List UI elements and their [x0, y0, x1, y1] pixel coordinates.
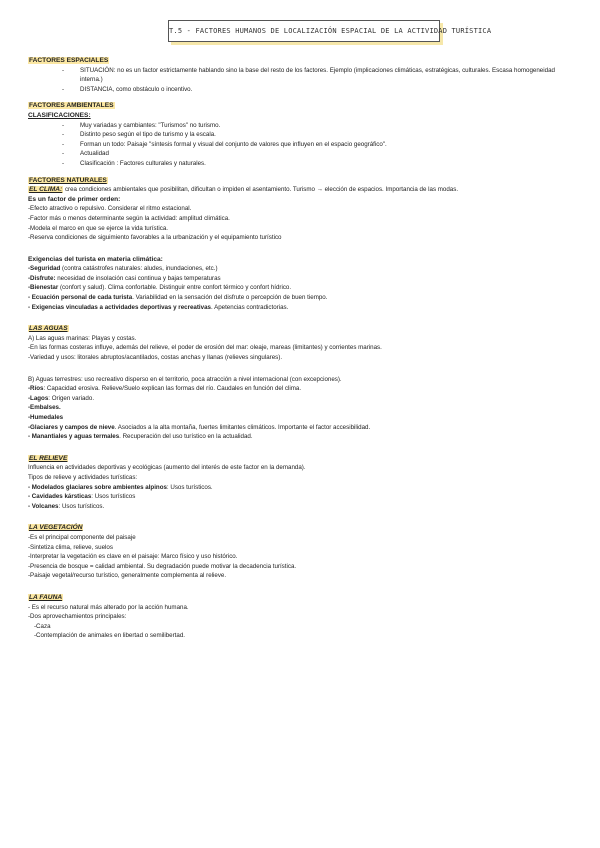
relieve-tipo: - Modelados glaciares sobre ambientes alpinos: Usos turísticos. [28, 483, 213, 491]
text-line: -Presencia de bosque = calidad ambiental. Su degradación puede motivar la decadencia turística. [28, 562, 297, 570]
clima-paragraph: EL CLIMA: crea condiciones ambientales que posibilitan, dificultan o impiden el asentamiento. Turismo → elección de espacios. Importancia de las modas. [29, 186, 459, 194]
text-line: -Dos aprovechamientos principales: [28, 613, 127, 621]
list-item: - Distinto peso según el tipo de turismo y la escala. [62, 130, 576, 140]
clasificaciones-heading: CLASIFICACIONES: [28, 111, 91, 119]
text-line: -Reserva condiciones de siguimiento favorables a la urbanización y el equipamiento turístico [28, 234, 282, 242]
text-line: Influencia en actividades deportivas y ecológicas (aumento del interés de este factor en la demanda). [28, 464, 306, 472]
exigencia-item: - Ecuación personal de cada turista. Variabilidad en la sensación del disfrute o percepción de buen tiempo. [28, 294, 328, 302]
aguas-b-item: -Glaciares y campos de nieve. Asociados a la alta montaña, fuertes limitantes climáticos. Importante el factor accesibilidad. [28, 423, 371, 431]
relieve-tipo: - Volcanes: Usos turísticos. [28, 502, 105, 510]
exigencia-item: -Disfrute: necesidad de insolación casi continua y bajas temperaturas [28, 274, 221, 282]
document-body [28, 56, 576, 641]
text-line: Tipos de relieve y actividades turísticas: [28, 473, 138, 481]
section-naturales-heading: FACTORES NATURALES [29, 176, 107, 184]
text-line: -Variedad y usos: litorales abruptos/acantilados, costas anchas y llanas (relieves singulares). [28, 354, 283, 362]
aguas-b-item: -Ríos: Capacidad erosiva. Relieve/Suelo explican las formas del río. Caudales en función del clima. [28, 385, 302, 393]
vegetacion-heading: LA VEGETACIÓN [29, 524, 83, 532]
exigencias-heading: Exigencias del turista en materia climática: [28, 255, 163, 263]
aguas-b-title: B) Aguas terrestres: uso recreativo disperso en el territorio, poca atracción a nivel internacional (con excepciones). [28, 375, 342, 383]
title-box [168, 20, 492, 42]
fauna-heading: LA FAUNA [29, 593, 63, 601]
text-line: -Sintetiza clima, relieve, suelos [28, 543, 113, 551]
fauna-sub-item: -Caza [34, 622, 51, 630]
list-item: - Muy variadas y cambiantes: "Turismos" no turismo. [62, 121, 576, 131]
list-item: - DISTANCIA, como obstáculo o incentivo. [62, 85, 576, 95]
text-line: - Es el recurso natural más alterado por la acción humana. [28, 603, 189, 611]
text-line: -Paisaje vegetal/recurso turístico, generalmente complementa al relieve. [28, 572, 227, 580]
aguas-b-item: -Embalses. [28, 404, 61, 412]
text-line: -Es el principal componente del paisaje [28, 533, 136, 541]
aguas-heading: LAS AGUAS [29, 325, 68, 333]
section-espaciales-heading: FACTORES ESPACIALES [29, 57, 109, 64]
aguas-b-item: -Lagos: Origen variado. [28, 394, 95, 402]
ambientales-list [28, 121, 576, 169]
text-line: -Interpretar la vegetación es clave en el paisaje: Marco físico y uso histórico. [28, 553, 238, 561]
relieve-tipo: - Cavidades kársticas: Usos turísticos [28, 493, 136, 501]
list-item: - Actualidad [62, 149, 576, 159]
aguas-a-title: A) Las aguas marinas: Playas y costas. [28, 334, 137, 342]
espaciales-list [28, 66, 576, 95]
list-item: - Clasificación : Factores culturales y naturales. [62, 159, 576, 169]
exigencia-item: - Exigencias vinculadas a actividades deportivas y recreativas. Apetencias contradictorias. [28, 303, 289, 311]
aguas-b-item: -Humedales [28, 414, 64, 421]
text-line: -Modela el marco en que se ejerce la vida turística. [28, 224, 168, 232]
list-item: - Forman un todo: Paisaje "síntesis formal y visual del conjunto de valores que influyen en el espacio geográfico". [62, 140, 576, 150]
text-line: -Efecto atractivo o repulsivo. Considerar el ritmo estacional. [28, 205, 192, 213]
fauna-sub-item: -Contemplación de animales en libertad o semilibertad. [34, 632, 185, 640]
exigencia-item: -Bienestar (confort y salud). Clima confortable. Distinguir entre confort térmico y confort hídrico. [28, 284, 292, 292]
section-ambientales-heading: FACTORES AMBIENTALES [29, 102, 114, 110]
primer-orden-heading: Es un factor de primer orden: [28, 195, 121, 203]
list-item: - SITUACIÓN: no es un factor estrictamente hablando sino la base del resto de los factores. Ejemplo (implicaciones climáticas, estratégicas, culturales. Escasa homogeneidad interna.) [62, 66, 576, 85]
clima-label: EL CLIMA: [29, 186, 63, 194]
relieve-heading: EL RELIEVE [29, 454, 68, 462]
exigencia-item: -Seguridad (contra catástrofes naturales: aludes, inundaciones, etc.) [28, 265, 218, 273]
aguas-b-item: - Manantiales y aguas termales. Recuperación del uso turístico en la actualidad. [28, 433, 253, 441]
page-title: T.5 - FACTORES HUMANOS DE LOCALIZACIÓN ESPACIAL DE LA ACTIVIDAD TURÍSTICA [169, 27, 492, 35]
text-line: -Factor más o menos determinante según la actividad: amplitud climática. [28, 214, 230, 222]
text-line: -En las formas costeras influye, además del relieve, el poder de erosión del mar: oleaje, mareas (limitantes) y corrientes marinas. [28, 344, 382, 352]
